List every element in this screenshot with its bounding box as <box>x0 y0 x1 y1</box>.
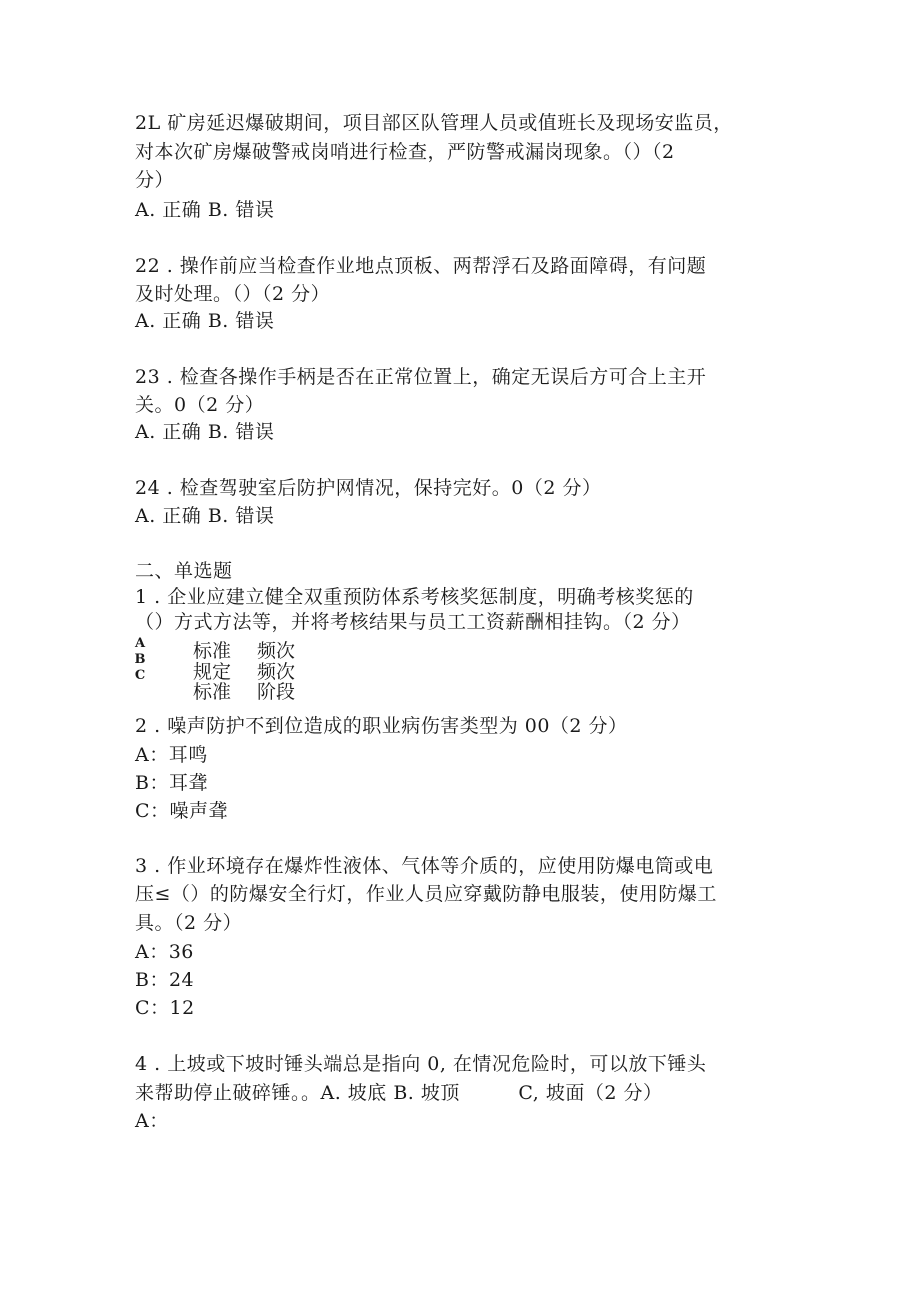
q24-options: A. 正确 B. 错误 <box>135 505 275 527</box>
option-letter-b: B <box>134 652 146 667</box>
section-title: 二、单选题 <box>135 560 233 582</box>
sc-q1-line-2: （）方式方法等，并将考核结果与员工工资薪酬相挂钩。（2 分） <box>135 611 691 633</box>
sc-q2-option-c: C：噪声聋 <box>135 800 229 822</box>
q23-line-2: 关。0（2 分） <box>135 394 265 416</box>
q21-options: A. 正确 B. 错误 <box>135 199 275 221</box>
sc-q1-option-c: 标准 阶段 <box>193 681 296 703</box>
q22-line-1: 22 . 操作前应当检查作业地点顶板、两帮浮石及路面障碍，有问题 <box>135 255 707 277</box>
sc-q1-option-a: 标准 频次 <box>193 640 296 662</box>
q21-line-3: 分） <box>135 169 175 191</box>
sc-q1-line-1: 1 . 企业应建立健全双重预防体系考核奖惩制度，明确考核奖惩的 <box>135 586 694 608</box>
sc-q4-answer: A： <box>135 1110 169 1132</box>
sc-q2-question: 2 . 噪声防护不到位造成的职业病伤害类型为 00（2 分） <box>135 715 628 737</box>
sc-q1-option-letters <box>133 636 147 684</box>
q21-line-2: 对本次矿房爆破警戒岗哨进行检查，严防警戒漏岗现象。（）（2 <box>135 141 675 163</box>
sc-q2-option-a: A：耳鸣 <box>135 744 208 766</box>
sc-q3-line-3: 具。（2 分） <box>135 912 243 934</box>
sc-q4-line-1: 4 . 上坡或下坡时锤头端总是指向 0, 在情况危险时，可以放下锤头 <box>135 1053 707 1075</box>
q24-line-1: 24 . 检查驾驶室后防护网情况，保持完好。0（2 分） <box>135 477 602 499</box>
sc-q3-line-2: 压≤（）的防爆安全行灯，作业人员应穿戴防静电服装，使用防爆工 <box>135 883 717 905</box>
sc-q3-option-a: A：36 <box>135 941 194 963</box>
sc-q3-option-b: B：24 <box>135 969 195 991</box>
q22-options: A. 正确 B. 错误 <box>135 310 275 332</box>
sc-q1-option-b: 规定 频次 <box>193 661 296 683</box>
q22-line-2: 及时处理。（）（2 分） <box>135 283 331 305</box>
sc-q3-option-c: C：12 <box>135 997 195 1019</box>
sc-q4-line-2: 来帮助停止破碎锤。。A. 坡底 B. 坡顶 C, 坡面（2 分） <box>135 1082 663 1104</box>
q23-options: A. 正确 B. 错误 <box>135 421 275 443</box>
sc-q2-option-b: B：耳聋 <box>135 772 208 794</box>
q21-line-1: 2L 矿房延迟爆破期间，项目部区队管理人员或值班长及现场安监员， <box>135 112 733 134</box>
sc-q3-line-1: 3 . 作业环境存在爆炸性液体、气体等介质的，应使用防爆电筒或电 <box>135 855 714 877</box>
option-letter-c: C <box>134 668 146 683</box>
q23-line-1: 23 . 检查各操作手柄是否在正常位置上，确定无误后方可合上主开 <box>135 366 707 388</box>
option-letter-a: A <box>134 636 146 651</box>
